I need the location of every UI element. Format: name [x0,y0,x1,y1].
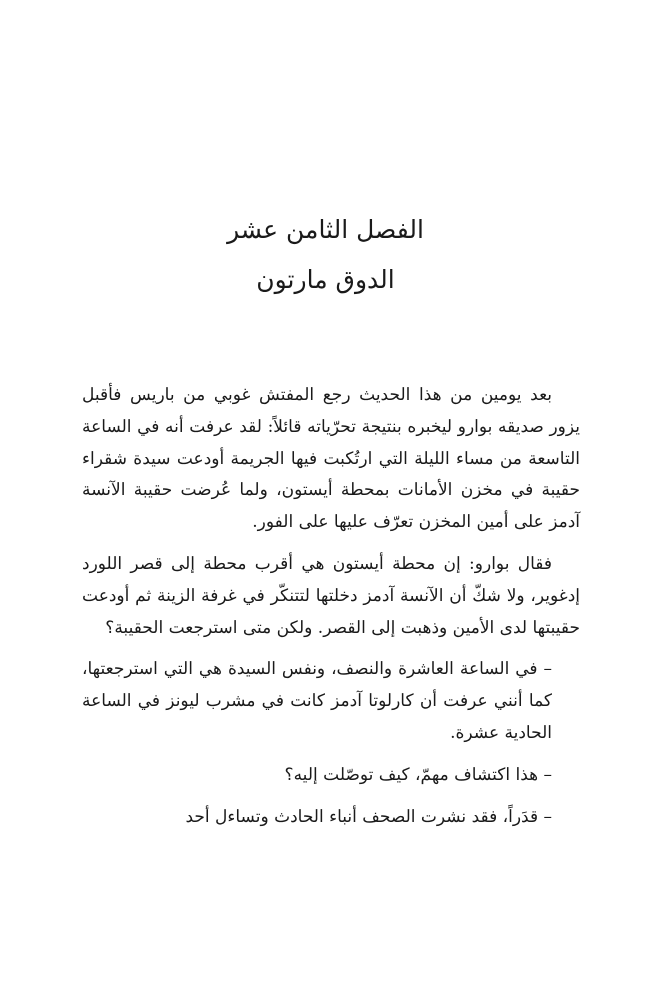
paragraph: فقال بوارو: إن محطة أيستون هي أقرب محطة إلى قصر اللورد إدغوير، ولا شكّ أن الآنسة آدمز دخلتها لتتنكّر في غرفة الزينة ثم أودعت حقيبتها لدى الأمين وذهبت إلى القصر. ولكن متى استرجعت الحقيبة؟ [82,553,580,638]
dialog-paragraph: – في الساعة العاشرة والنصف، ونفس السيدة هي التي استرجعتها، كما أنني عرفت أن كارلوتا آدمز كانت في مشرب ليونز في الساعة الحادية عشرة. [82,659,552,743]
dialog-paragraph: – هذا اكتشاف مهمّ، كيف توصّلت إليه؟ [284,764,552,785]
chapter-name: الدوق مارتون [256,265,395,294]
chapter-heading [0,205,651,305]
chapter-number-title: الفصل الثامن عشر [227,215,424,244]
dialog-paragraph: – قدَراً، فقد نشرت الصحف أنباء الحادث وتساءل أحد [185,806,552,827]
body-text [82,380,580,843]
paragraph: بعد يومين من هذا الحديث رجع المفتش غوبي من باريس فأقبل يزور صديقه بوارو ليخبره بنتيجة تحرّياته قائلاً: لقد عرفت أنه في الساعة التاسعة من مساء الليلة التي ارتُكبت فيها الجريمة أودعت سيدة شقراء حقيبة في مخزن الأمانات بمحطة أيستون، ولما عُرضت حقيبة الآنسة آدمز على أمين المخزن تعرّف عليها على الفور. [82,385,580,533]
